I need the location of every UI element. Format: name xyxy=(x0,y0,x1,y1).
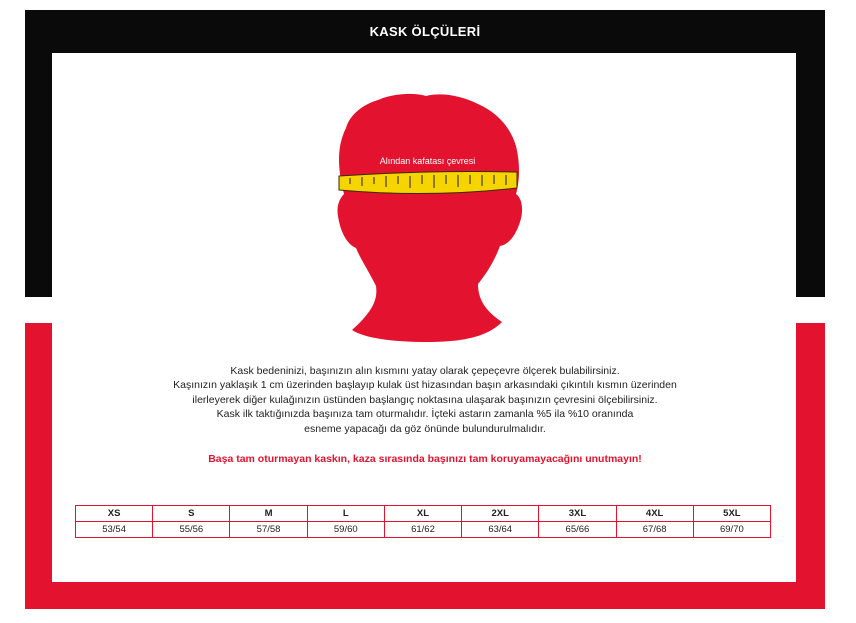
description-line: esneme yapacağı da göz önünde bulundurulmalıdır. xyxy=(304,422,546,435)
measurement-value: 69/70 xyxy=(693,522,770,538)
tape-label: Alından kafatası çevresi xyxy=(379,156,476,166)
size-label: 2XL xyxy=(462,506,539,522)
measuring-tape-icon xyxy=(339,172,517,194)
measurement-row xyxy=(76,522,771,538)
measurement-value: 59/60 xyxy=(307,522,384,538)
size-description xyxy=(120,364,730,436)
page-title: KASK ÖLÇÜLERİ xyxy=(369,24,481,39)
size-label: 3XL xyxy=(539,506,616,522)
measurement-value: 67/68 xyxy=(616,522,693,538)
size-table xyxy=(75,505,771,538)
head-shape xyxy=(337,94,522,342)
description-line: Kask ilk taktığınızda başınıza tam oturmalıdır. İçteki astarın zamanla %5 ila %10 oranında xyxy=(216,408,634,421)
size-label: 4XL xyxy=(616,506,693,522)
size-label: 5XL xyxy=(693,506,770,522)
size-label: S xyxy=(153,506,230,522)
measurement-value: 65/66 xyxy=(539,522,616,538)
size-header-row xyxy=(76,506,771,522)
size-label: XL xyxy=(384,506,461,522)
size-label: XS xyxy=(76,506,153,522)
description-line: Kaşınızın yaklaşık 1 cm üzerinden başlayıp kulak üst hizasından başın arkasındaki çıkıntılı kısmın üzerinden xyxy=(173,379,677,392)
size-label: L xyxy=(307,506,384,522)
measurement-value: 55/56 xyxy=(153,522,230,538)
size-label: M xyxy=(230,506,307,522)
measurement-value: 63/64 xyxy=(462,522,539,538)
measurement-value: 57/58 xyxy=(230,522,307,538)
description-line: ilerleyerek diğer kulağınızın üstünden başlangıç noktasına ulaşarak başınızın çevresini ölçebilirsiniz. xyxy=(192,393,658,406)
description-line: Kask bedeninizi, başınızın alın kısmını yatay olarak çepeçevre ölçerek bulabilirsiniz. xyxy=(230,365,620,377)
measurement-value: 61/62 xyxy=(384,522,461,538)
warning-text: Başa tam oturmayan kaskın, kaza sırasında başınızı tam koruyamayacağını unutmayın! xyxy=(208,453,642,465)
head-silhouette-icon xyxy=(318,90,543,346)
measurement-value: 53/54 xyxy=(76,522,153,538)
